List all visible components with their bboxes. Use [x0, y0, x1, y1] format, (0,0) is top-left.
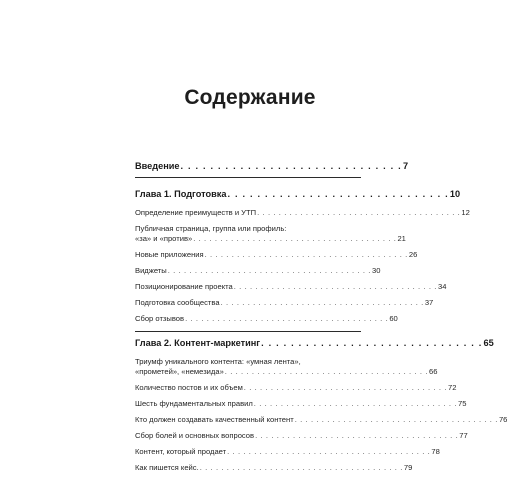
leader-dots: . . . . . . . . . . . . . . . . . . . . . . . . . . . . . . . . . . . . . . — [220, 298, 424, 307]
toc-entry[interactable]: Контент, который продает . . . . . . . . . . . . . . . . . . . . . . . . . . . . . . . . . . . . . . 78 — [135, 447, 440, 456]
leader-dots: . . . . . . . . . . . . . . . . . . . . . . . . . . . . . . . . . . . . . . — [243, 383, 448, 392]
leader-dots: . . . . . . . . . . . . . . . . . . . . . . . . . . . . . . . . . . . . . . — [257, 208, 461, 217]
leader-dots: . . . . . . . . . . . . . . . . . . . . . . . . . . . . . . . . . . . . . . — [294, 415, 498, 424]
leader-dots: . . . . . . . . . . . . . . . . . . . . . . . . . . . . . . . . . . . . . . — [233, 282, 437, 291]
leader-dots: . . . . . . . . . . . . . . . . . . . . . . . . . . . . . . . . . . . . . . — [185, 314, 389, 323]
toc-chapter-1-label: Глава 1. Подготовка — [135, 189, 227, 199]
toc-entry-first-line: Триумф уникального контента: «умная лента», — [135, 357, 301, 366]
leader-dots: . . . . . . . . . . . . . . . . . . . . . . . . . . . . . . . . . . . . . . — [199, 463, 403, 472]
toc-entry[interactable]: Кто должен создавать качественный контент . . . . . . . . . . . . . . . . . . . . . . . . . . . . . . . . . . . . . . 76 — [135, 415, 507, 424]
toc-entry-first-line: Публичная страница, группа или профиль: — [135, 224, 287, 233]
toc-entry[interactable]: Количество постов и их объем . . . . . . . . . . . . . . . . . . . . . . . . . . . . . . . . . . . . . . 72 — [135, 383, 457, 392]
leader-dots: . . . . . . . . . . . . . . . . . . . . . . . . . . . . . . — [180, 161, 402, 171]
toc-chapter-2-row[interactable] — [135, 337, 494, 349]
toc-entry[interactable]: Как пишется кейс. . . . . . . . . . . . . . . . . . . . . . . . . . . . . . . . . . . . . . . 79 — [135, 463, 413, 472]
toc-intro-row[interactable] — [135, 160, 409, 172]
toc-intro-label: Введение — [135, 161, 180, 171]
toc-entry[interactable]: Виджеты . . . . . . . . . . . . . . . . . . . . . . . . . . . . . . . . . . . . . . 30 — [135, 266, 381, 275]
toc-chapter-1-page: 10 — [449, 189, 461, 199]
toc-entry[interactable]: «прометей», «немезида» . . . . . . . . . . . . . . . . . . . . . . . . . . . . . . . . . . . . . . 66 — [135, 367, 438, 376]
leader-dots: . . . . . . . . . . . . . . . . . . . . . . . . . . . . . . . . . . . . . . — [193, 234, 397, 243]
toc-entry[interactable]: Позиционирование проекта . . . . . . . . . . . . . . . . . . . . . . . . . . . . . . . . . . . . . . 34 — [135, 282, 447, 291]
divider — [135, 331, 361, 332]
leader-dots: . . . . . . . . . . . . . . . . . . . . . . . . . . . . . . . . . . . . . . — [227, 447, 431, 456]
toc-chapter-2-page: 65 — [483, 338, 494, 348]
leader-dots: . . . . . . . . . . . . . . . . . . . . . . . . . . . . . . . . . . . . . . — [224, 367, 429, 376]
toc-entry[interactable]: Новые приложения . . . . . . . . . . . . . . . . . . . . . . . . . . . . . . . . . . . . . . 26 — [135, 250, 418, 259]
leader-dots: . . . . . . . . . . . . . . . . . . . . . . . . . . . . . . . . . . . . . . — [253, 399, 458, 408]
toc-entry[interactable]: Шесть фундаментальных правил . . . . . . . . . . . . . . . . . . . . . . . . . . . . . . . . . . . . . . 75 — [135, 399, 467, 408]
page-title: Содержание — [184, 86, 316, 109]
toc-chapter-1-row[interactable] — [135, 188, 461, 200]
leader-dots: . . . . . . . . . . . . . . . . . . . . . . . . . . . . . . — [261, 338, 483, 348]
toc-chapter-2-label: Глава 2. Контент-маркетинг — [135, 338, 261, 348]
leader-dots: . . . . . . . . . . . . . . . . . . . . . . . . . . . . . . . . . . . . . . — [255, 431, 459, 440]
toc-entry[interactable]: Определение преимуществ и УТП . . . . . . . . . . . . . . . . . . . . . . . . . . . . . . . . . . . . . . 12 — [135, 208, 470, 217]
toc-intro-page: 7 — [402, 161, 409, 171]
leader-dots: . . . . . . . . . . . . . . . . . . . . . . . . . . . . . . . . . . . . . . — [167, 266, 371, 275]
leader-dots: . . . . . . . . . . . . . . . . . . . . . . . . . . . . . . . . . . . . . . — [204, 250, 408, 259]
toc-entry[interactable]: Подготовка сообщества . . . . . . . . . . . . . . . . . . . . . . . . . . . . . . . . . . . . . . 37 — [135, 298, 434, 307]
divider — [135, 177, 361, 178]
table-of-contents — [135, 158, 507, 473]
leader-dots: . . . . . . . . . . . . . . . . . . . . . . . . . . . . . . — [227, 189, 449, 199]
toc-entry[interactable]: Сбор отзывов . . . . . . . . . . . . . . . . . . . . . . . . . . . . . . . . . . . . . . 60 — [135, 314, 398, 323]
toc-entry[interactable]: Сбор болей и основных вопросов . . . . . . . . . . . . . . . . . . . . . . . . . . . . . . . . . . . . . . 77 — [135, 431, 468, 440]
toc-entry[interactable]: «за» и «против» . . . . . . . . . . . . . . . . . . . . . . . . . . . . . . . . . . . . . . 21 — [135, 234, 406, 243]
